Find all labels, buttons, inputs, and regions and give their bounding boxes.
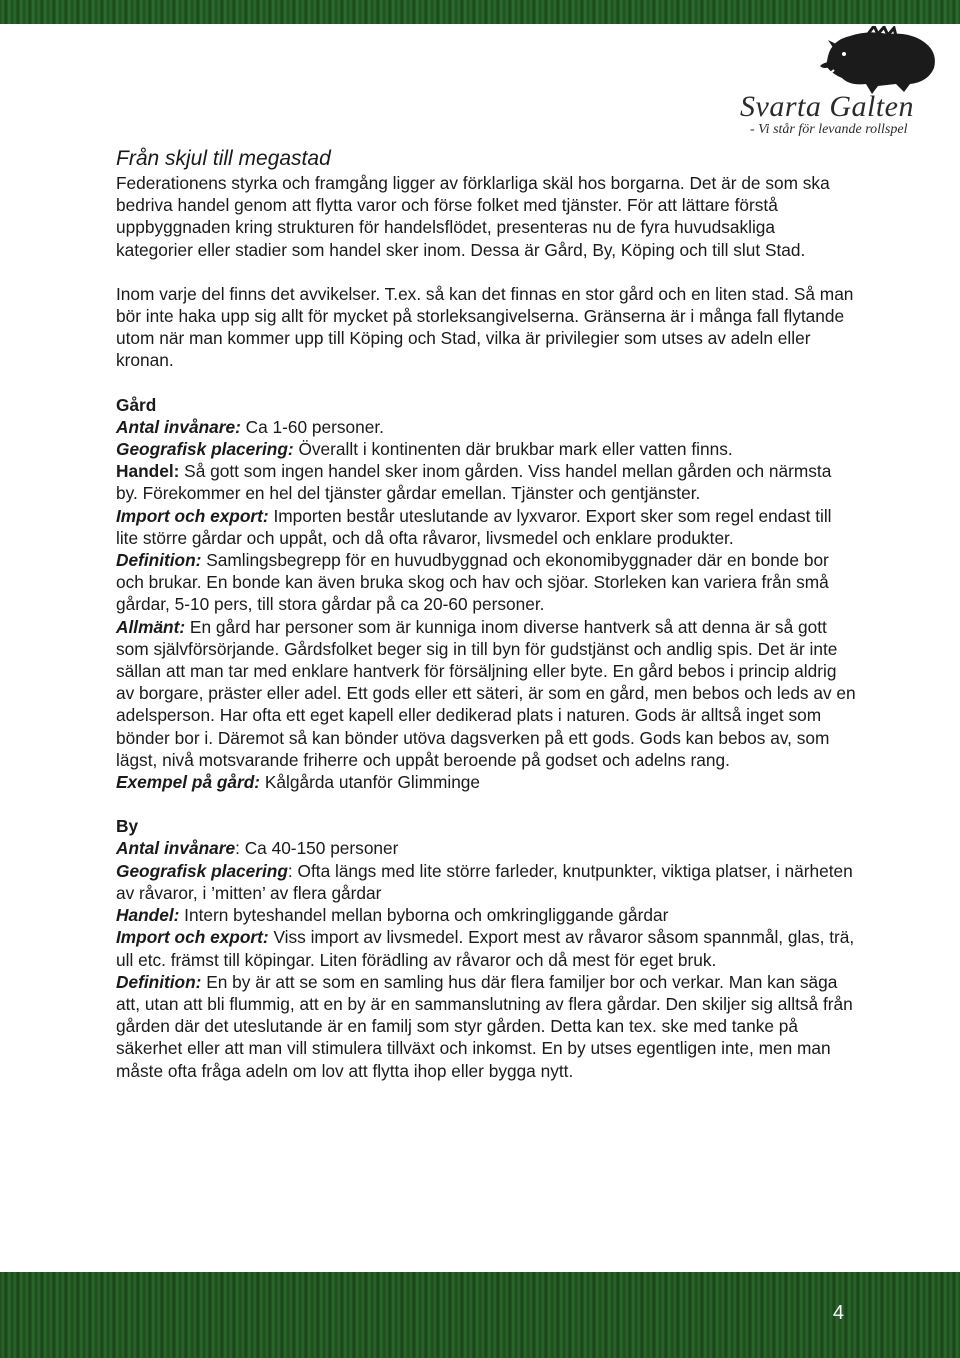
document-body: [116, 146, 856, 1082]
field-label: Definition:: [116, 971, 202, 992]
field-label: Antal invånare: [116, 838, 236, 859]
logo-tagline: - Vi står för levande rollspel: [750, 122, 908, 137]
field-text: Kålgårda utanför Glimminge: [260, 772, 481, 793]
field-label: Handel:: [116, 461, 180, 482]
gard-handel: [116, 460, 856, 504]
gard-definition: [116, 549, 856, 616]
page-number: 4: [832, 1302, 844, 1324]
header-band: [0, 0, 960, 24]
field-text: : Ofta längs med lite större farleder, knutpunkter, viktiga platser, i närheten av råvaror, i ’mitten’ av flera gårdar: [116, 860, 853, 903]
section-heading-by: By: [116, 816, 139, 837]
by-import: [116, 926, 856, 970]
field-label: Exempel på gård:: [116, 772, 261, 793]
gard-exempel: [116, 771, 856, 793]
by-geo: [116, 860, 856, 904]
gard-invanare: [116, 416, 856, 438]
by-invanare: [116, 837, 856, 859]
field-text: Samlingsbegrepp för en huvudbyggnad och ekonomibyggnader där en bonde bor och brukar. En bonde kan även bruka skog och hav och sjöar. Storleken kan variera från små gårdar, 5-10 pers, till stora gårdar på ca 20-60 personer.: [116, 550, 829, 615]
intro-paragraph: Federationens styrka och framgång ligger av förklarliga skäl hos borgarna. Det är de som ska bedriva handel genom att flytta varor och förse folket med tjänster. För att lättare förstå uppbyggnaden kring strukturen för handelsflödet, presenteras nu de fyra huvudsakliga kategorier eller stadier som handel sker inom. Dessa är Gård, By, Köping och till slut Stad.: [116, 173, 830, 260]
field-text: Intern byteshandel mellan byborna och omkringliggande gårdar: [179, 905, 669, 926]
gard-import: [116, 505, 856, 549]
gard-allmant: [116, 616, 856, 771]
field-label: Allmänt:: [116, 616, 186, 637]
logo-title: Svarta Galten: [740, 90, 914, 123]
gard-geo: [116, 438, 856, 460]
field-label: Definition:: [116, 550, 202, 571]
field-text: Viss import av livsmedel. Export mest av råvaror såsom spannmål, glas, trä, ull etc. främst till köpingar. Liten förädling av råvaror och då mest för eget bruk.: [116, 927, 855, 970]
field-text: En gård har personer som är kunniga inom diverse hantverk så att denna är så gott som självförsörjande. Gårdsfolket beger sig in till byn för gudstjänst och andlig spis. Det är inte sällan att man tar med enklare hantverk för försäljning eller byte. En gård bebos i princip aldrig av borgare, präster eller adel. Ett gods eller ett säteri, är som en gård, men bebos och leds av en adelsperson. Har ofta ett eget kapell eller dedikerad plats i naturen. Gods är alltså inget som bönder bor i. Däremot så kan bönder utöva dagsverken på ett gods. Gods kan bebos av, som lägst, nivå motsvarande friherre och uppåt beroende på godset och adelns rang.: [116, 616, 856, 770]
field-text: Så gott som ingen handel sker inom gården. Viss handel mellan gården och närmsta by. Förekommer en hel del tjänster gårdar emellan. Tjänster och gentjänster.: [116, 461, 832, 504]
intro-paragraph-2: Inom varje del finns det avvikelser. T.ex. så kan det finnas en stor gård och en liten stad. Så man bör inte haka upp sig allt för mycket på storleksangivelserna. Gränserna är i många fall flytande utom när man kommer upp till Köping och Stad, vilka är privilegier som utses av adeln eller kronan.: [116, 283, 854, 371]
field-label: Import och export:: [116, 505, 269, 526]
footer-band: [0, 1272, 960, 1358]
field-label: Antal invånare:: [116, 416, 241, 437]
boar-icon: [728, 26, 944, 96]
field-text: : Ca 40-150 personer: [235, 838, 399, 859]
field-label: Geografisk placering:: [116, 439, 294, 460]
field-label: Import och export:: [116, 927, 269, 948]
section-heading-gard: Gård: [116, 394, 157, 415]
field-text: Ca 1-60 personer.: [240, 416, 384, 437]
by-definition: [116, 971, 856, 1082]
logo: [728, 26, 944, 138]
field-text: Importen består uteslutande av lyxvaror. Export sker som regel endast till lite större gårdar och uppåt, och då ofta råvaror, livsmedel och enklare produkter.: [116, 505, 832, 548]
by-handel: [116, 904, 856, 926]
field-label: Handel:: [116, 905, 180, 926]
field-label: Geografisk placering: [116, 860, 288, 881]
field-text: Överallt i kontinenten där brukbar mark eller vatten finns.: [293, 439, 733, 460]
field-text: En by är att se som en samling hus där flera familjer bor och verkar. Man kan säga att, utan att bli flummig, att en by är en sammanslutning av flera gårdar. Den skiljer sig alltså från gården där det uteslutande är en familj som styr gården. Detta kan tex. ske med tanke på säkerhet eller att man vill stimulera tillväxt och inkomst. En by utses egentligen inte, men man måste ofta fråga adeln om lov att flytta ihop eller bygga nytt.: [116, 971, 853, 1081]
page-title: Från skjul till megastad: [116, 147, 331, 170]
